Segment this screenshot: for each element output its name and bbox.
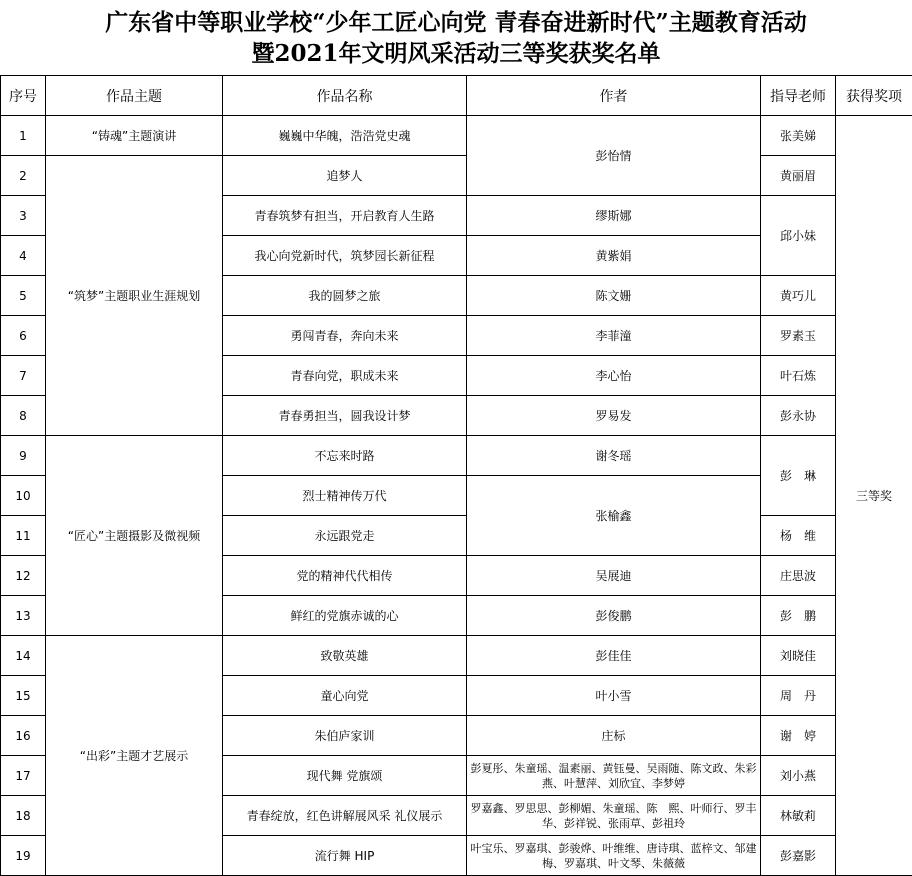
- theme-cell: “铸魂”主题演讲: [46, 116, 223, 156]
- author-cell: 叶宝乐、罗嘉琪、彭骏烨、叶维维、唐诗琪、蓝梓文、邹建梅、罗嘉琪、叶文琴、朱薇薇: [467, 836, 761, 876]
- teacher-cell: 彭永协: [761, 396, 836, 436]
- teacher-cell: 林敏莉: [761, 796, 836, 836]
- title-line-1: 广东省中等职业学校“少年工匠心向党 青春奋进新时代”主题教育活动: [105, 7, 806, 38]
- author-cell: 谢冬瑶: [467, 436, 761, 476]
- work-cell: 不忘来时路: [223, 436, 467, 476]
- author-cell: 彭俊鹏: [467, 596, 761, 636]
- author-cell: 黄紫娟: [467, 236, 761, 276]
- teacher-cell: 黄巧儿: [761, 276, 836, 316]
- row-no: 14: [1, 636, 46, 676]
- author-cell: 吴展迪: [467, 556, 761, 596]
- teacher-cell: 张美娣: [761, 116, 836, 156]
- teacher-cell: 刘小燕: [761, 756, 836, 796]
- author-cell: 张榆鑫: [467, 476, 761, 556]
- author-cell: 庄标: [467, 716, 761, 756]
- teacher-cell: 彭 鹏: [761, 596, 836, 636]
- work-cell: 我的圆梦之旅: [223, 276, 467, 316]
- author-cell: 李菲潼: [467, 316, 761, 356]
- author-cell: 罗嘉鑫、罗思思、彭柳媚、朱童瑶、陈 熙、叶师行、罗丰华、彭祥锐、张雨草、彭祖玲: [467, 796, 761, 836]
- teacher-cell: 周 丹: [761, 676, 836, 716]
- row-no: 9: [1, 436, 46, 476]
- row-no: 18: [1, 796, 46, 836]
- table-header-row: [1, 76, 912, 116]
- work-cell: 青春筑梦有担当，开启教育人生路: [223, 196, 467, 236]
- work-cell: 现代舞 党旗颂: [223, 756, 467, 796]
- author-cell: 陈文姗: [467, 276, 761, 316]
- teacher-cell: 罗素玉: [761, 316, 836, 356]
- work-cell: 勇闯青春，奔向未来: [223, 316, 467, 356]
- work-cell: 党的精神代代相传: [223, 556, 467, 596]
- row-no: 13: [1, 596, 46, 636]
- teacher-cell: 庄思波: [761, 556, 836, 596]
- row-no: 16: [1, 716, 46, 756]
- title-line-2: 暨2021年文明风采活动三等奖获奖名单: [251, 38, 660, 69]
- work-cell: 青春勇担当，圆我设计梦: [223, 396, 467, 436]
- table-row: [1, 636, 912, 676]
- header-theme: 作品主题: [46, 76, 223, 116]
- teacher-cell: 叶石炼: [761, 356, 836, 396]
- work-cell: 烈士精神传万代: [223, 476, 467, 516]
- work-cell: 永远跟党走: [223, 516, 467, 556]
- work-cell: 致敬英雄: [223, 636, 467, 676]
- theme-cell: “出彩”主题才艺展示: [46, 636, 223, 876]
- award-cell: 三等奖: [836, 116, 912, 876]
- teacher-cell: 刘晓佳: [761, 636, 836, 676]
- header-award: 获得奖项: [836, 76, 912, 116]
- row-no: 7: [1, 356, 46, 396]
- work-cell: 青春绽放，红色讲解展风采 礼仪展示: [223, 796, 467, 836]
- work-cell: 童心向党: [223, 676, 467, 716]
- award-table: [0, 75, 912, 876]
- row-no: 15: [1, 676, 46, 716]
- author-cell: 叶小雪: [467, 676, 761, 716]
- table-row: [1, 436, 912, 476]
- theme-cell: “匠心”主题摄影及微视频: [46, 436, 223, 636]
- author-cell: 罗易发: [467, 396, 761, 436]
- teacher-cell: 彭嘉影: [761, 836, 836, 876]
- work-cell: 鲜红的党旗赤诚的心: [223, 596, 467, 636]
- row-no: 8: [1, 396, 46, 436]
- row-no: 6: [1, 316, 46, 356]
- work-cell: 我心向党新时代，筑梦园长新征程: [223, 236, 467, 276]
- table-row: [1, 116, 912, 156]
- author-cell: 缪斯娜: [467, 196, 761, 236]
- header-work: 作品名称: [223, 76, 467, 116]
- author-cell: 彭夏彤、朱童瑶、温素丽、黄钰曼、吴雨随、陈文政、朱彩燕、叶慧萍、刘欣宜、李梦婷: [467, 756, 761, 796]
- row-no: 5: [1, 276, 46, 316]
- row-no: 10: [1, 476, 46, 516]
- work-cell: 追梦人: [223, 156, 467, 196]
- document-title: [0, 0, 912, 75]
- author-cell: 彭怡情: [467, 116, 761, 196]
- header-no: 序号: [1, 76, 46, 116]
- work-cell: 朱伯庐家训: [223, 716, 467, 756]
- row-no: 11: [1, 516, 46, 556]
- row-no: 12: [1, 556, 46, 596]
- teacher-cell: 彭 琳: [761, 436, 836, 516]
- row-no: 4: [1, 236, 46, 276]
- author-cell: 李心怡: [467, 356, 761, 396]
- author-cell: 彭佳佳: [467, 636, 761, 676]
- table-row: [1, 156, 912, 196]
- row-no: 17: [1, 756, 46, 796]
- teacher-cell: 杨 维: [761, 516, 836, 556]
- teacher-cell: 邱小妹: [761, 196, 836, 276]
- header-author: 作者: [467, 76, 761, 116]
- theme-cell: “筑梦”主题职业生涯规划: [46, 156, 223, 436]
- row-no: 1: [1, 116, 46, 156]
- teacher-cell: 谢 婷: [761, 716, 836, 756]
- row-no: 3: [1, 196, 46, 236]
- teacher-cell: 黄丽眉: [761, 156, 836, 196]
- work-cell: 流行舞 HIP: [223, 836, 467, 876]
- row-no: 19: [1, 836, 46, 876]
- header-teacher: 指导老师: [761, 76, 836, 116]
- row-no: 2: [1, 156, 46, 196]
- work-cell: 青春向党，职成未来: [223, 356, 467, 396]
- work-cell: 巍巍中华魄，浩浩党史魂: [223, 116, 467, 156]
